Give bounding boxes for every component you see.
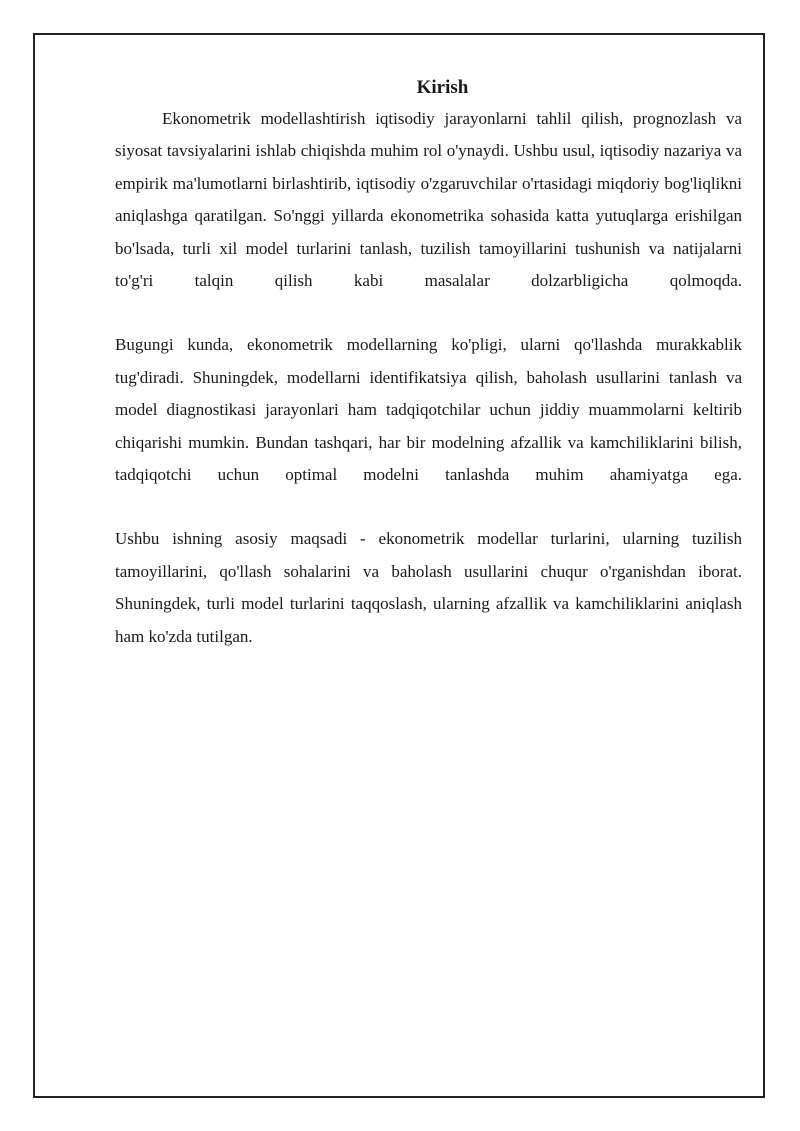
paragraph-spacer (115, 491, 742, 523)
document-title: Kirish (416, 77, 469, 98)
paragraph-goal: Ushbu ishning asosiy maqsadi - ekonometrik modellar turlarini, ularning tuzilish tamoyillarini, qo'llash sohalarini va baholash usullarini chuqur o'rganishdan iborat. Shuningdek, turli model turlarini taqqoslash, ularning afzallik va kamchiliklarini aniqlash ham ko'zda tutilgan. (115, 529, 742, 646)
document-body (115, 76, 742, 653)
paragraph-introduction: Ekonometrik modellashtirish iqtisodiy jarayonlarni tahlil qilish, prognozlash va siyosat tavsiyalarini ishlab chiqishda muhim rol o'ynaydi. Ushbu usul, iqtisodiy nazariya va empirik ma'lumotlarni birlashtirib, iqtisodiy o'zgaruvchilar o'rtasidagi miqdoriy bog'liqlikni aniqlashga qaratilgan. So'nggi yillarda ekonometrika sohasida katta yutuqlarga erishilgan bo'lsada, turli xil model turlarini tanlash, tuzilish tamoyillarini tushunish va natijalarni to'g'ri talqin qilish kabi masalalar dolzarbligicha qolmoqda. (115, 109, 742, 291)
paragraph-problem: Bugungi kunda, ekonometrik modellarning ko'pligi, ularni qo'llashda murakkablik tug'diradi. Shuningdek, modellarni identifikatsiya qilish, baholash usullarini tanlash va model diagnostikasi jarayonlari ham tadqiqotchilar uchun jiddiy muammolarni keltirib chiqarishi mumkin. Bundan tashqari, har bir modelning afzallik va kamchiliklarini bilish, tadqiqotchi uchun optimal modelni tanlashda muhim ahamiyatga ega. (115, 335, 742, 485)
paragraph-spacer (115, 297, 742, 329)
